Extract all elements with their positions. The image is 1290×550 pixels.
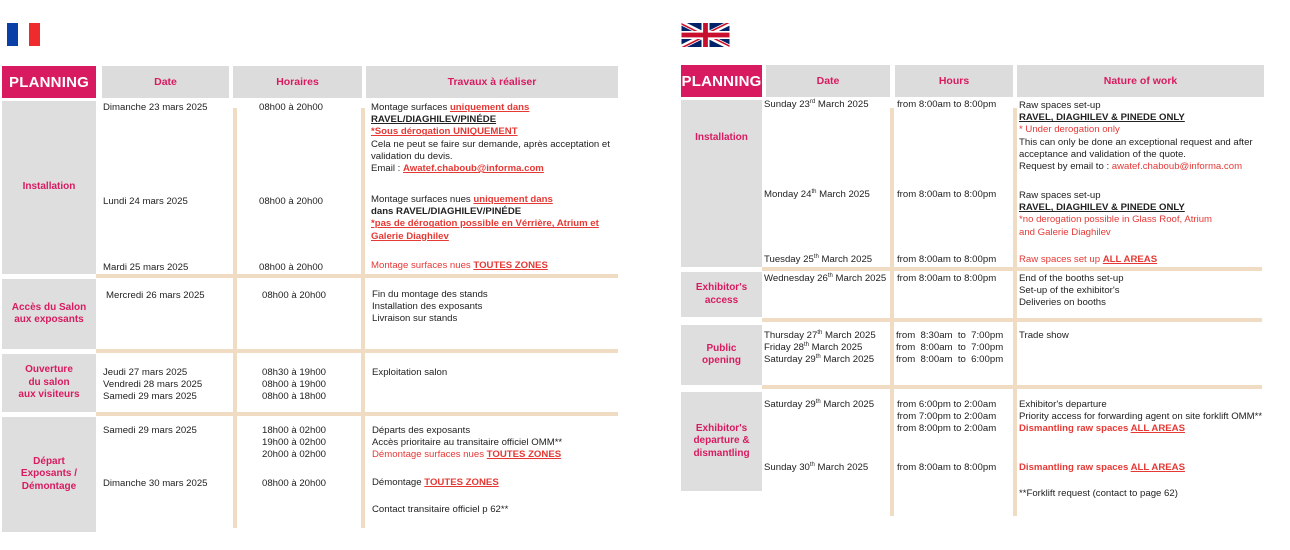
en-work-text: RAVEL, DIAGHILEV & PINEDE ONLY (1019, 202, 1185, 214)
en-work-highlight: Dismantling raw spaces (1019, 462, 1131, 473)
en-row-divider (762, 385, 1262, 389)
en-date-cell (764, 273, 886, 285)
fr-row-divider (96, 349, 618, 353)
en-date-part: March 2025 (820, 399, 875, 410)
en-departure-line3: dismantling (693, 447, 750, 459)
en-opening-line1: Public (706, 342, 737, 354)
en-work-highlight: Dismantling raw spaces (1019, 423, 1131, 435)
fr-email-link[interactable]: Awatef.chaboub@informa.com (403, 163, 544, 175)
en-work-highlight: and Galerie Diaghilev (1019, 226, 1111, 238)
en-work-highlight: * Under derogation only (1019, 124, 1120, 136)
fr-row-divider (96, 274, 618, 278)
fr-opening-line1: Ouverture (25, 364, 73, 376)
fr-date-header: Date (102, 66, 229, 98)
en-section-installation-label: Installation (695, 132, 748, 143)
fr-section-access (2, 279, 96, 349)
fr-access-line1: Accès du Salon (11, 301, 87, 313)
en-work-header: Nature of work (1017, 65, 1264, 97)
fr-column-divider (361, 108, 365, 528)
fr-date-cell (103, 367, 202, 404)
en-date-suffix: th (815, 398, 821, 405)
en-date-part: Saturday 29 (764, 354, 816, 366)
en-date-suffix: th (813, 253, 819, 260)
fr-section-departure (2, 417, 96, 532)
en-date-cell (764, 399, 874, 411)
fr-work-highlight: uniquement dans (449, 102, 530, 113)
en-work-cell (1019, 399, 1262, 436)
fr-work-cell: Exploitation salon (372, 367, 448, 378)
fr-date-cell: Mercredi 26 mars 2025 (106, 290, 205, 301)
fr-opening-line2: du salon (28, 376, 70, 388)
fr-work-highlight: TOUTES ZONES (473, 260, 548, 271)
en-work-highlight: ALL AREAS (1102, 254, 1158, 265)
fr-work-cell (372, 425, 562, 462)
fr-date-cell: Lundi 24 mars 2025 (103, 196, 188, 207)
fr-work-header: Travaux à réaliser (366, 66, 618, 98)
en-work-text: Raw spaces set-up (1019, 100, 1101, 111)
en-work-text: Set-up of the exhibitor's (1019, 285, 1120, 297)
en-hours-cell (896, 330, 1003, 367)
fr-section-opening (2, 354, 96, 412)
en-hours-line: from 8:30am to 7:00pm (896, 330, 1004, 341)
en-work-cell: **Forklift request (contact to page 62) (1019, 488, 1178, 499)
fr-work-highlight: *pas de dérogation possible en Vérrière, Atrium et (371, 218, 599, 230)
en-date-part: Tuesday 25 (764, 254, 814, 265)
fr-planning-header: PLANNING (2, 66, 96, 98)
fr-work-text: Fin du montage des stands (372, 289, 488, 300)
fr-hours-cell: 08h00 à 20h00 (262, 290, 327, 301)
en-date-cell (764, 189, 870, 201)
en-work-text: Exhibitor's departure (1019, 399, 1107, 410)
en-work-text: RAVEL, DIAGHILEV & PINEDE ONLY (1019, 112, 1185, 124)
en-departure-line2: departure & (693, 435, 750, 447)
en-hours-line: from 8:00am to 7:00pm (896, 342, 1004, 354)
fr-access-line2: aux exposants (14, 314, 84, 325)
en-date-cell (764, 254, 872, 266)
en-date-part: Sunday 23 (764, 99, 810, 110)
fr-date-line: Samedi 29 mars 2025 (103, 391, 197, 403)
fr-work-cell (371, 260, 548, 272)
en-hours-header: Hours (895, 65, 1013, 97)
en-date-part: Saturday 29 (764, 399, 816, 410)
fr-work-cell (371, 102, 610, 175)
en-row-divider (762, 318, 1262, 322)
en-section-access (681, 272, 762, 317)
fr-hours-cell (262, 425, 326, 462)
fr-date-cell: Dimanche 30 mars 2025 (103, 478, 208, 489)
en-hours-line: from 8:00am to 6:00pm (896, 354, 1004, 366)
fr-date-cell: Dimanche 23 mars 2025 (103, 102, 208, 113)
fr-work-highlight: TOUTES ZONES (486, 449, 562, 461)
en-hours-line: from 7:00pm to 2:00am (897, 411, 997, 423)
en-date-suffix: th (827, 272, 833, 279)
en-date-part: March 2025 (814, 462, 869, 473)
fr-work-cell (372, 289, 488, 326)
fr-departure-line3: Démontage (21, 480, 77, 492)
en-hours-cell: from 8:00am to 8:00pm (897, 462, 997, 473)
fr-hours-line: 08h00 à 19h00 (262, 379, 327, 391)
en-date-cell (764, 99, 869, 111)
en-date-part: March 2025 (816, 189, 870, 200)
en-planning-header: PLANNING (681, 65, 762, 97)
en-work-cell (1019, 190, 1212, 239)
fr-work-highlight: Montage surfaces nues (371, 260, 474, 271)
fr-work-text: Montage surfaces (371, 102, 450, 113)
fr-work-text: RAVEL/DIAGHILEV/PINÉDE (371, 114, 497, 126)
fr-work-highlight: uniquement dans (473, 194, 553, 205)
en-work-text: acceptance and validation of the quote. (1019, 148, 1186, 160)
fr-work-text: Livraison sur stands (372, 313, 458, 325)
fr-work-cell (372, 477, 499, 489)
en-date-part: March 2025 (815, 99, 869, 110)
uk-flag-graphic (681, 23, 730, 47)
fr-date-cell: Samedi 29 mars 2025 (103, 425, 197, 436)
en-date-suffix: th (811, 188, 817, 195)
en-work-text: End of the booths set-up (1019, 273, 1124, 284)
en-work-cell (1019, 273, 1124, 310)
fr-hours-cell: 08h00 à 20h00 (259, 262, 324, 273)
fr-hours-cell: 08h00 à 20h00 (259, 196, 324, 207)
en-work-text: Deliveries on booths (1019, 297, 1106, 309)
en-date-cell (764, 462, 868, 474)
fr-work-text: dans RAVEL/DIAGHILEV/PINÉDE (371, 206, 522, 218)
fr-work-highlight: Démontage surfaces nues (372, 449, 487, 461)
en-date-suffix: th (817, 329, 823, 336)
en-date-part: March 2025 (809, 342, 863, 354)
en-work-text: Request by email to : (1019, 161, 1112, 173)
en-hours-cell: from 8:00am to 8:00pm (897, 99, 997, 110)
fr-hours-cell (262, 367, 326, 404)
en-hours-cell: from 8:00am to 8:00pm (897, 254, 997, 265)
fr-work-cell (371, 194, 599, 243)
en-section-opening (681, 325, 762, 385)
fr-hours-header: Horaires (233, 66, 362, 98)
fr-hours-cell: 08h00 à 20h00 (259, 102, 324, 113)
fr-column-divider (233, 108, 237, 528)
en-departure-line1: Exhibitor's (695, 422, 748, 434)
fr-date-cell: Mardi 25 mars 2025 (103, 262, 189, 273)
fr-work-text: Démontage (372, 477, 425, 488)
en-column-divider (890, 108, 894, 516)
en-hours-line: from 8:00pm to 2:00am (897, 423, 997, 435)
en-date-part: March 2025 (820, 354, 875, 366)
en-section-departure (681, 392, 762, 491)
fr-hours-cell: 08h00 à 20h00 (262, 478, 327, 489)
fr-work-text: Accès prioritaire au transitaire officiel OMM** (372, 437, 563, 449)
en-access-line1: Exhibitor's (695, 282, 748, 293)
en-work-cell (1019, 100, 1253, 173)
fr-date-line: Jeudi 27 mars 2025 (103, 367, 188, 378)
en-opening-line2: opening (702, 355, 741, 366)
en-date-part: March 2025 (832, 273, 887, 284)
en-date-cell (764, 330, 876, 367)
fr-row-divider (96, 412, 618, 416)
en-date-suffix: rd (809, 98, 816, 105)
fr-work-cell: Contact transitaire officiel p 62** (372, 504, 509, 515)
en-date-part: March 2025 (818, 254, 873, 265)
fr-work-highlight: *Sous dérogation UNIQUEMENT (371, 126, 518, 138)
french-flag (7, 23, 40, 46)
en-work-highlight: ALL AREAS (1130, 462, 1185, 473)
fr-hours-line: 18h00 à 02h00 (262, 425, 327, 436)
fr-work-text: Email : (371, 163, 403, 175)
fr-opening-line3: aux visiteurs (18, 389, 80, 401)
en-hours-cell: from 8:00am to 8:00pm (897, 273, 997, 284)
en-column-divider (1013, 108, 1017, 516)
en-work-cell: Trade show (1019, 330, 1069, 341)
fr-section-installation-label: Installation (22, 181, 76, 193)
fr-work-text: Installation des exposants (372, 301, 483, 313)
fr-departure-line1: Départ (33, 455, 65, 467)
fr-hours-line: 08h30 à 19h00 (262, 367, 327, 378)
en-work-cell (1019, 462, 1185, 474)
en-section-installation (681, 100, 762, 267)
fr-work-highlight: Galerie Diaghilev (371, 230, 449, 242)
fr-hours-line: 19h00 à 02h00 (262, 437, 327, 449)
en-hours-line: from 6:00pm to 2:00am (897, 399, 997, 410)
en-work-text: Raw spaces set-up (1019, 190, 1101, 201)
en-access-line2: access (704, 294, 739, 306)
fr-section-installation (2, 101, 96, 274)
fr-hours-line: 08h00 à 18h00 (262, 391, 327, 403)
en-date-part: Sunday 30 (764, 462, 810, 473)
fr-hours-line: 20h00 à 02h00 (262, 449, 327, 461)
en-work-text: This can only be done an exceptional request and after (1019, 136, 1253, 148)
en-work-highlight: *no derogation possible in Glass Roof, Atrium (1019, 214, 1213, 226)
en-date-part: Wednesday 26 (764, 273, 828, 284)
fr-work-text: Départs des exposants (372, 425, 471, 436)
en-date-part: Friday 28 (764, 342, 804, 354)
fr-departure-line2: Exposants / (20, 468, 78, 480)
en-date-suffix: th (809, 461, 815, 468)
fr-date-line: Vendredi 28 mars 2025 (103, 379, 203, 391)
en-date-part: March 2025 (822, 330, 876, 341)
en-date-suffix: th (815, 354, 821, 361)
en-work-highlight: Raw spaces set up (1019, 254, 1103, 265)
fr-work-highlight: TOUTES ZONES (424, 477, 499, 488)
en-date-part: Thursday 27 (764, 330, 818, 341)
en-date-part: Monday 24 (764, 189, 812, 200)
en-date-header: Date (766, 65, 890, 97)
en-date-suffix: th (804, 342, 810, 349)
uk-flag (681, 23, 730, 47)
en-work-text: Priority access for forwarding agent on site forklift OMM** (1019, 411, 1263, 423)
fr-work-text: Montage surfaces nues (371, 194, 474, 205)
en-work-cell (1019, 254, 1157, 266)
en-work-highlight: ALL AREAS (1130, 423, 1185, 435)
en-email-link[interactable]: awatef.chaboub@informa.com (1111, 161, 1243, 173)
en-hours-cell (897, 399, 996, 436)
fr-work-text: validation du devis. (371, 150, 453, 162)
fr-work-text: Cela ne peut se faire sur demande, après acceptation et (371, 138, 610, 150)
en-row-divider (762, 267, 1262, 271)
en-hours-cell: from 8:00am to 8:00pm (897, 189, 997, 200)
